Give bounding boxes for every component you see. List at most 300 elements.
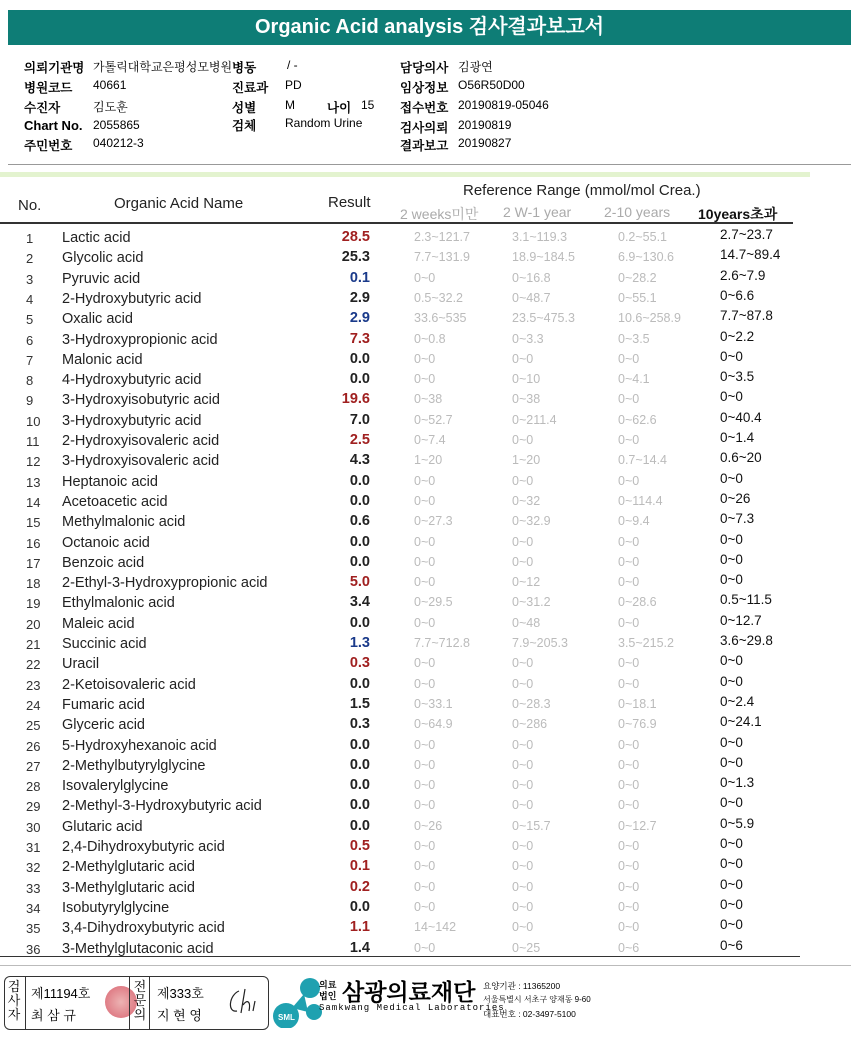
row-number: 14 [26,494,41,510]
ref-range-3: 0~62.6 [618,412,657,427]
col-name-header: Organic Acid Name [114,195,244,212]
ref-range-2: 0~0 [512,859,534,874]
ref-range-2: 0~0 [512,879,534,894]
acid-name: Fumaric acid [62,696,145,713]
report-date-value: 20190827 [458,136,512,150]
result-value: 1.1 [349,919,370,936]
acid-name: 3-Hydroxyisovaleric acid [62,453,220,470]
result-value: 28.5 [341,229,370,245]
ref-range-4: 2.6~7.9 [720,267,766,283]
ref-col-3: 2-10 years [604,204,671,220]
ref-range-4: 0~6.6 [720,287,755,303]
ref-range-2: 0~25 [512,940,541,955]
ref-col-1: 2 weeks미만 [400,206,479,222]
table-row [0,635,851,655]
table-row [0,328,851,351]
ref-range-1: 0~0 [414,879,436,894]
acid-name: Isobutyrylglycine [62,899,170,916]
ref-range-4: 0~0 [720,754,743,770]
table-row [0,391,851,411]
specimen-label: 검체 [232,119,257,133]
dept-value: PD [285,78,302,92]
row-number: 4 [26,291,34,307]
signature-icon [225,987,261,1017]
table-row [0,574,851,594]
ref-range-2: 0~48.7 [512,290,551,305]
ref-range-4: 0~7.3 [720,511,755,527]
table-row [0,896,851,919]
ref-range-3: 0~12.7 [618,818,657,833]
result-value: 0.0 [349,756,370,773]
table-row [0,287,851,310]
receipt-label: 접수번호 [400,101,449,115]
divider [8,164,851,165]
ref-range-3: 0~55.1 [618,290,657,305]
ref-range-3: 0~0 [618,798,640,813]
institution-value: 가톨릭대학교은평성모병원 [93,60,233,74]
ref-range-4: 0~0 [720,551,743,567]
row-number: 11 [26,434,40,449]
ref-range-4: 0~0 [720,531,743,547]
sex-value: M [285,98,295,112]
ref-range-1: 0~0 [414,859,436,874]
result-value: 2.5 [349,432,370,448]
row-number: 35 [26,921,41,937]
row-number: 16 [26,535,41,551]
ref-range-3: 0~0 [618,615,640,630]
ref-range-1: 0~0 [414,778,436,793]
ref-range-1: 0~0 [414,940,436,955]
result-value: 0.1 [349,858,370,875]
ref-range-4: 0~0 [720,836,743,851]
ref-range-3: 0~0 [618,473,640,488]
acid-name: 5-Hydroxyhexanoic acid [62,737,217,754]
table-row [0,229,851,249]
ref-range-3: 0~0 [618,737,640,752]
ref-range-1: 0.5~32.2 [414,290,464,305]
acid-name: Succinic acid [62,636,147,652]
table-row [0,734,851,757]
acid-name: 3-Hydroxyisobutyric acid [62,392,220,409]
clinical-value: O56R50D00 [458,78,525,92]
ref-range-2: 0~15.7 [512,818,551,833]
row-number: 33 [26,880,41,896]
row-number: 7 [26,352,34,368]
ref-range-4: 7.7~87.8 [720,308,773,324]
ref-range-1: 0~0 [414,899,436,914]
ref-range-2: 3.1~119.3 [512,230,568,244]
acid-name: Glyceric acid [62,717,145,734]
acid-name: 2,4-Dihydroxybutyric acid [62,839,225,855]
specialist-label: 전문의 [133,979,147,1022]
ref-range-1: 0~26 [414,818,443,833]
footer [0,965,851,1040]
row-number: 21 [26,637,41,652]
report-title: Organic Acid analysis 검사결과보고서 [8,10,851,45]
lab-address: 서울특별시 서초구 양재동 9-60 [483,995,591,1004]
ref-range-3: 0~76.9 [618,717,657,732]
ref-range-4: 0~0 [720,795,743,811]
ref-range-4: 3.6~29.8 [720,633,773,648]
ref-range-3: 0~0 [618,778,640,793]
ref-range-3: 0~0 [618,534,640,549]
result-value: 0.0 [349,350,370,367]
ref-range-4: 0~1.4 [720,430,755,445]
doctor-label: 담당의사 [400,61,449,75]
ref-range-2: 0~31.2 [512,595,551,610]
ref-range-4: 0~0 [720,917,743,933]
ref-range-2: 0~0 [512,676,534,691]
ref-range-2: 0~28.3 [512,696,551,711]
ref-range-1: 0~0 [414,270,436,285]
table-row [0,655,851,675]
result-value: 0.0 [349,371,370,388]
ref-range-3: 0~0 [618,392,640,407]
ref-range-1: 0~0 [414,757,436,772]
result-value: 0.0 [349,472,370,489]
acid-name: Glutaric acid [62,818,143,835]
result-value: 4.3 [349,452,370,469]
ref-range-2: 1~20 [512,453,541,468]
result-value: 19.6 [341,391,370,408]
ref-range-4: 0~6 [720,937,743,953]
ref-range-1: 7.7~131.9 [414,250,470,265]
result-value: 1.3 [349,635,370,651]
specimen-value: Random Urine [285,116,363,130]
row-number: 6 [26,332,34,348]
acid-name: Benzoic acid [62,554,145,571]
row-number: 17 [26,555,41,571]
ref-range-3: 0~18.1 [618,696,657,711]
chart-label: Chart No. [24,118,83,133]
svg-text:SML: SML [278,1013,295,1022]
ref-range-1: 0~0 [414,554,436,569]
ref-range-4: 0~0 [720,896,743,912]
header-rule [0,222,793,224]
table-row [0,876,851,899]
row-number: 25 [26,718,41,734]
table-row [0,249,851,269]
ref-range-1: 0~0 [414,372,436,387]
result-value: 0.2 [349,878,370,895]
acid-name: 3-Methylglutaconic acid [62,940,214,957]
id-value: 040212-3 [93,136,144,150]
table-row [0,348,851,371]
ref-range-2: 0~0 [512,778,534,793]
ref-range-2: 0~48 [512,615,541,630]
table-row [0,409,851,432]
acid-name: 2-Hydroxybutyric acid [62,290,202,307]
acid-name: 2-Methylglutaric acid [62,859,195,876]
table-row [0,470,851,493]
ref-range-2: 0~0 [512,839,534,853]
result-value: 0.0 [349,492,370,509]
row-number: 18 [26,576,41,592]
table-row [0,716,851,736]
row-number: 2 [26,251,34,267]
request-value: 20190819 [458,118,512,132]
ref-range-1: 0~7.4 [414,433,446,447]
lab-phone: 대표번호 : 02-3497-5100 [483,1009,576,1019]
ref-range-2: 0~0 [512,737,534,752]
result-value: 1.5 [349,695,370,712]
ref-range-4: 0~40.4 [720,409,762,425]
acid-name: Methylmalonic acid [62,514,186,531]
ref-range-4: 0~0 [720,734,743,750]
ref-range-3: 0~0 [618,351,640,366]
ref-range-1: 0~29.5 [414,595,453,610]
acid-name: Acetoacetic acid [62,493,168,510]
table-row [0,551,851,574]
acid-name: 2-Methyl-3-Hydroxybutyric acid [62,798,262,815]
row-number: 31 [26,840,41,855]
acid-name: Isovalerylglycine [62,778,169,795]
acid-name: Glycolic acid [62,250,144,267]
result-value: 2.9 [349,310,370,327]
row-number: 5 [26,312,34,328]
ref-range-2: 0~12 [512,575,541,590]
ref-range-1: 2.3~121.7 [414,230,470,244]
lab-name-en: Samkwang Medical Laboratories [319,1003,505,1013]
chart-value: 2055865 [93,118,140,132]
ref-range-4: 0~0 [720,876,743,892]
ref-range-2: 0~0 [512,757,534,772]
acid-name: 4-Hydroxybutyric acid [62,372,202,389]
row-number: 27 [26,758,41,774]
row-number: 10 [26,413,41,429]
ref-range-2: 0~10 [512,372,541,387]
signature-box [4,976,269,1030]
table-row [0,452,851,472]
hospital-code-value: 40661 [93,78,127,92]
ref-range-2: 0~16.8 [512,270,551,285]
table-row [0,432,851,452]
ref-range-2: 0~0 [512,798,534,813]
institution-label: 의뢰기관명 [24,61,85,75]
ref-range-2: 0~32 [512,493,541,508]
result-value: 7.3 [349,330,370,347]
receipt-value: 20190819-05046 [458,98,549,112]
ref-range-3: 0~0 [618,920,640,935]
ward-value: / - [287,58,298,72]
ref-range-3: 0~0 [618,656,640,671]
table-row [0,531,851,554]
acid-name: 3-Hydroxybutyric acid [62,412,202,429]
row-number: 34 [26,900,41,916]
acid-name: 3-Hydroxypropionic acid [62,331,218,348]
lab-prefix-2: 법인 [319,991,337,1001]
ref-range-4: 0~26 [720,490,751,506]
ref-range-1: 0~0 [414,656,436,671]
acid-name: 3,4-Dihydroxybutyric acid [62,920,225,937]
acid-name: 3-Methylglutaric acid [62,879,195,896]
row-number: 32 [26,860,41,876]
row-number: 3 [26,271,34,287]
table-row [0,777,851,797]
ref-range-1: 0~0 [414,493,436,508]
ref-range-2: 0~0 [512,534,534,549]
lab-code: 요양기관 : 11365200 [483,981,561,991]
row-number: 29 [26,799,41,815]
ref-range-4: 0~12.7 [720,612,762,628]
ref-range-1: 0~0 [414,575,436,590]
table-row [0,858,851,878]
ref-range-2: 0~38 [512,392,541,407]
ref-col-4: 10years초과 [698,206,778,222]
ref-range-2: 7.9~205.3 [512,636,568,650]
table-row [0,513,851,533]
acid-name: Oxalic acid [62,311,133,328]
sex-label: 성별 [232,101,257,115]
ref-range-2: 0~32.9 [512,514,551,529]
acid-name: Octanoic acid [62,534,150,551]
acid-name: Ethylmalonic acid [62,595,175,612]
table-bottom-rule [0,956,800,957]
ref-range-3: 0~0 [618,879,640,894]
request-label: 검사의뢰 [400,121,449,135]
result-value: 25.3 [341,249,370,266]
ref-range-2: 0~286 [512,717,548,732]
row-number: 13 [26,474,41,490]
ref-range-1: 1~20 [414,453,443,468]
result-value: 0.0 [349,736,370,753]
ref-range-4: 0~0 [720,572,743,588]
ref-range-1: 0~0.8 [414,331,446,346]
ref-range-1: 0~0 [414,839,436,853]
result-value: 0.5 [349,838,370,854]
ref-range-3: 0~9.4 [618,514,650,529]
table-row [0,310,851,330]
ref-range-4: 0.5~11.5 [720,592,772,608]
specialist-name: 지 현 영 [157,1008,202,1023]
row-number: 24 [26,697,41,713]
ref-range-3: 10.6~258.9 [618,311,681,326]
row-number: 23 [26,677,41,693]
acid-name: Pyruvic acid [62,270,141,287]
ref-range-3: 0~4.1 [618,372,650,387]
row-number: 20 [26,616,41,632]
table-row [0,371,851,391]
ref-range-3: 6.9~130.6 [618,250,674,265]
ref-range-4: 0~0 [720,856,743,872]
result-value: 0.1 [349,269,370,286]
ref-range-3: 0~0 [618,433,640,447]
ref-range-4: 0~2.4 [720,693,755,709]
row-number: 22 [26,657,41,673]
ref-range-4: 0.6~20 [720,450,762,466]
result-value: 0.0 [349,614,370,631]
acid-name: Lactic acid [62,230,131,246]
ward-label: 병동 [232,61,257,75]
ref-col-2: 2 W-1 year [503,204,572,220]
ref-range-4: 0~3.5 [720,369,755,385]
ref-range-3: 0~0 [618,899,640,914]
ref-range-3: 0~0 [618,757,640,772]
ref-range-3: 0~28.6 [618,595,657,610]
table-row [0,594,851,614]
ref-range-1: 0~0 [414,615,436,630]
ref-range-3: 0.2~55.1 [618,230,668,244]
ref-range-2: 0~0 [512,656,534,671]
ref-range-3: 0~0 [618,554,640,569]
row-number: 15 [26,515,41,531]
ref-range-4: 0~24.1 [720,714,762,730]
divider-highlight [0,172,810,177]
result-value: 7.0 [349,411,370,428]
table-row [0,612,851,635]
ref-range-3: 3.5~215.2 [618,636,674,650]
result-value: 5.0 [349,574,370,591]
ref-range-1: 14~142 [414,920,457,935]
ref-range-3: 0~28.2 [618,270,657,285]
row-number: 26 [26,738,41,754]
row-number: 36 [26,941,41,957]
row-number: 9 [26,393,34,409]
result-value: 1.4 [349,939,370,956]
ref-range-3: 0.7~14.4 [618,453,668,468]
ref-range-2: 0~0 [512,899,534,914]
specialist-no: 제333호 [157,986,204,1001]
ref-range-1: 7.7~712.8 [414,636,470,650]
ref-range-1: 0~52.7 [414,412,453,427]
ref-range-3: 0~0 [618,839,640,853]
ref-range-2: 18.9~184.5 [512,250,575,265]
table-row [0,754,851,777]
table-row [0,693,851,716]
row-number: 19 [26,596,41,612]
result-value: 0.0 [349,553,370,570]
table-row [0,815,851,838]
ref-range-2: 0~211.4 [512,412,557,427]
patient-value: 김도훈 [93,100,128,114]
examiner-name: 최 삼 규 [31,1008,76,1023]
acid-name: 2-Methylbutyrylglycine [62,757,206,774]
ref-range-2: 0~3.3 [512,331,544,346]
ref-range-1: 0~38 [414,392,443,407]
examiner-label: 검사자 [7,979,21,1022]
ref-range-2: 0~0 [512,554,534,569]
result-value: 0.6 [349,513,370,530]
ref-range-4: 0~0 [720,348,743,364]
ref-range-3: 0~3.5 [618,331,650,346]
acid-name: Uracil [62,656,100,673]
row-number: 1 [26,231,34,246]
col-no-header: No. [18,197,42,214]
result-value: 0.3 [349,716,370,733]
table-row [0,490,851,513]
col-result-header: Result [328,194,371,211]
ref-range-4: 0~2.2 [720,328,755,344]
clinical-label: 임상정보 [400,81,449,95]
ref-range-1: 33.6~535 [414,311,467,326]
ref-range-4: 0~0 [720,389,743,405]
ref-range-1: 0~0 [414,737,436,752]
ref-range-4: 0~1.3 [720,775,755,791]
table-row [0,673,851,696]
lab-prefix-1: 의료 [319,980,337,990]
ref-range-1: 0~64.9 [414,717,453,732]
row-number: 28 [26,779,41,795]
ref-range-2: 0~0 [512,433,534,447]
result-value: 0.0 [349,533,370,550]
ref-range-4: 0~5.9 [720,815,755,831]
result-value: 0.0 [349,777,370,794]
ref-range-3: 0~0 [618,575,640,590]
row-number: 30 [26,819,41,835]
dept-label: 진료과 [232,81,269,95]
table-row [0,267,851,290]
result-value: 0.3 [349,655,370,672]
